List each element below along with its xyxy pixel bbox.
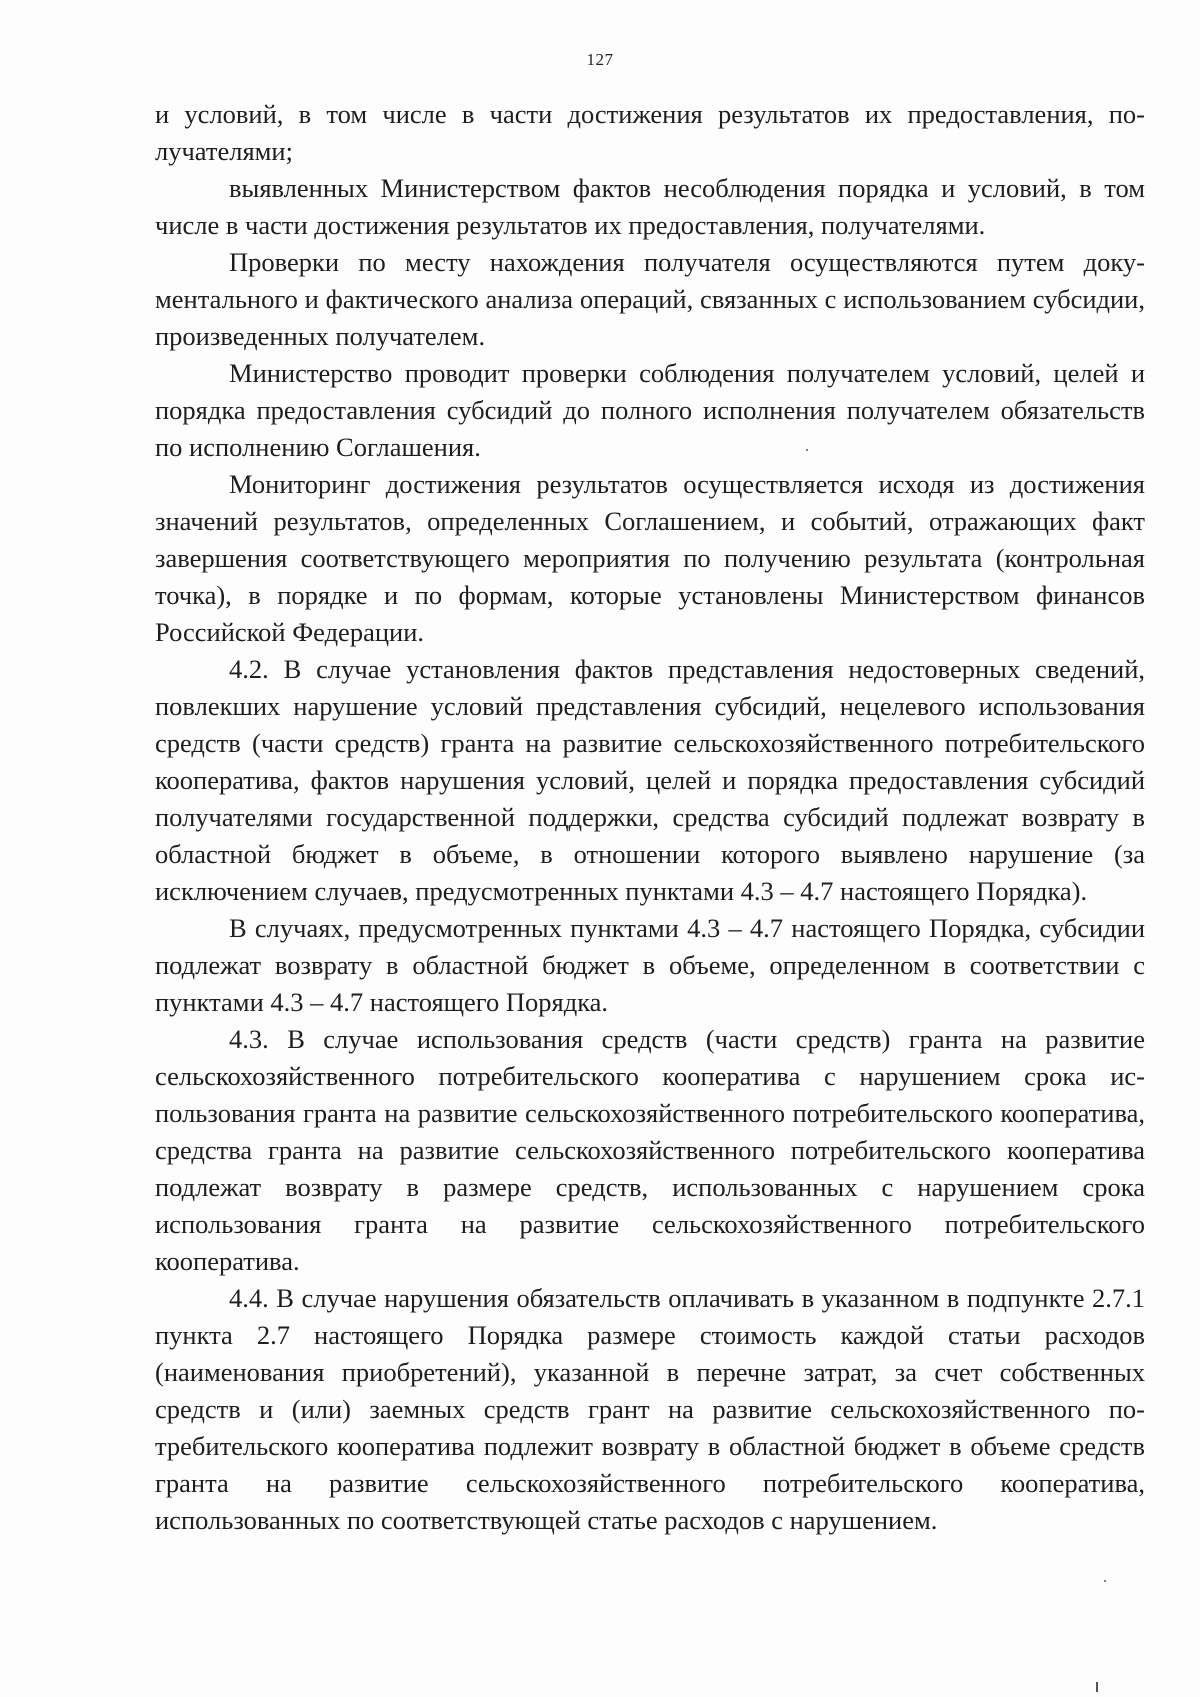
paragraph: Министерство проводит проверки соблюдения получателем условий, целей и порядка предоставления субсидий до полного исполнения получателем обязательств по исполнению Соглашения. xyxy=(155,358,1145,462)
scan-speck xyxy=(1096,1682,1098,1692)
paragraph: и условий, в том числе в части достижения результатов их предоставления, получателями; xyxy=(155,99,1145,166)
paragraph: выявленных Министерством фактов несоблюдения порядка и условий, в том числе в части достижения результатов их предоставления, получателями. xyxy=(155,173,1145,240)
paragraph: Мониторинг достижения результатов осуществляется исходя из достижения значений результатов, определенных Соглашением, и событий, отражающих факт завершения соответствующего мероприятия по получению результата (контрольная точка), в порядке и по формам, которые установлены Министерством финансов Российской Федерации. xyxy=(155,469,1145,647)
paragraph: 4.4. В случае нарушения обязательств оплачивать в указанном в подпункте 2.7.1 пункта 2.7 настоящего Порядка размере стоимость каждой статьи расходов (наименования приобретений), указанной в перечне затрат, за счет собственных средств и (или) заемных средств грант на развитие сельскохозяйственного потребительского кооператива подлежит возврату в областной бюджет в объеме средств гранта на развитие сельскохозяйственного потребительского кооператива, использованных по соответствующей статье расходов с нарушением. xyxy=(155,1283,1145,1535)
body-text xyxy=(155,96,1145,1539)
scan-speck xyxy=(1104,1580,1106,1582)
page-number: 127 xyxy=(586,50,614,69)
paragraph: 4.2. В случае установления фактов представления недостоверных сведений, повлекших нарушение условий представления субсидий, нецелевого использования средств (части средств) гранта на развитие сельскохозяйственного потребительского кооператива, фактов нарушения условий, целей и порядка предоставления субсидий получателями государственной поддержки, средства субсидий подлежат возврату в областной бюджет в объеме, в отношении которого выявлено нарушение (за исключением случаев, предусмотренных пунктами 4.3 – 4.7 настоящего Порядка). xyxy=(155,654,1145,906)
paragraph: Проверки по месту нахождения получателя осуществляются путем документального и фактического анализа операций, связанных с использованием субсидии, произведенных получателем. xyxy=(155,247,1145,351)
paragraph: В случаях, предусмотренных пунктами 4.3 – 4.7 настоящего Порядка, субсидии подлежат возврату в областной бюджет в объеме, определенном в соответствии с пунктами 4.3 – 4.7 настоящего Порядка. xyxy=(155,913,1145,1017)
paragraph: 4.3. В случае использования средств (части средств) гранта на развитие сельскохозяйственного потребительского кооператива с нарушением срока использования гранта на развитие сельскохозяйственного потребительского кооператива, средства гранта на развитие сельскохозяйственного потребительского кооператива подлежат возврату в размере средств, использованных с нарушением срока использования гранта на развитие сельскохозяйственного потребительского кооператива. xyxy=(155,1024,1145,1276)
scan-speck xyxy=(806,449,808,451)
